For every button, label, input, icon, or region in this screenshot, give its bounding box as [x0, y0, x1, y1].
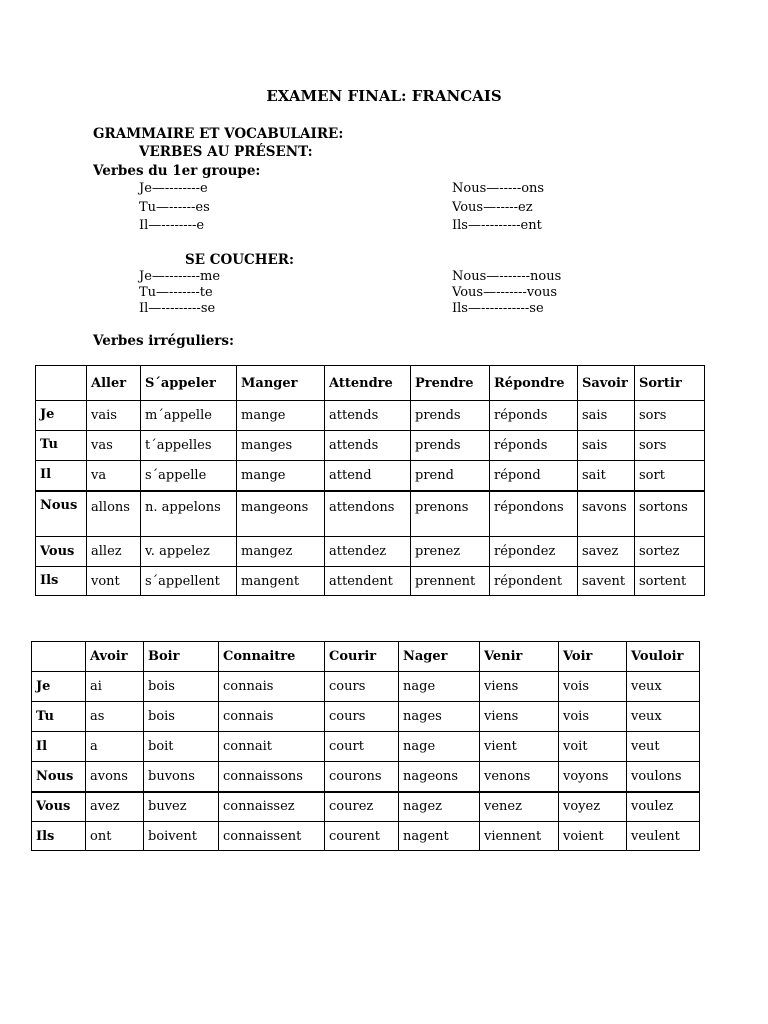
table-cell: attends [325, 431, 411, 461]
table-cell: veux [627, 702, 700, 732]
table-cell: sors [635, 401, 705, 431]
table-header-cell: Connaitre [219, 642, 325, 672]
table-cell: bois [144, 702, 219, 732]
table-cell: voit [559, 732, 627, 762]
group1-rule-nous: Nous—-----ons [452, 181, 545, 196]
table-cell: sortons [635, 491, 705, 537]
table-cell: nagez [399, 792, 480, 822]
table-row [36, 537, 705, 567]
table-cell: ai [86, 672, 144, 702]
table-cell: viens [480, 702, 559, 732]
table-cell: m´appelle [141, 401, 237, 431]
table-cell: mangeons [237, 491, 325, 537]
table-cell: sait [578, 461, 635, 491]
se-coucher-rule-je: Je—--------me [139, 269, 221, 284]
pronoun-cell: Tu [36, 431, 87, 461]
section-heading: GRAMMAIRE ET VOCABULAIRE: [93, 126, 344, 142]
table-cell: prenez [411, 537, 490, 567]
table-header-cell: Vouloir [627, 642, 700, 672]
pronoun-cell: Vous [32, 792, 86, 822]
table-cell: voulez [627, 792, 700, 822]
table-cell: viennent [480, 822, 559, 851]
group1-label: Verbes du 1er groupe: [93, 163, 261, 179]
table-row [32, 732, 700, 762]
table-cell: sortez [635, 537, 705, 567]
table-cell: mangent [237, 567, 325, 596]
table-cell: allons [87, 491, 141, 537]
table-cell: nage [399, 732, 480, 762]
group1-rule-il: Il—--------e [139, 218, 205, 233]
table-header-cell: Sortir [635, 366, 705, 401]
table-cell: ont [86, 822, 144, 851]
table-cell: boivent [144, 822, 219, 851]
table-cell: prend [411, 461, 490, 491]
table-cell: savez [578, 537, 635, 567]
table-row [32, 792, 700, 822]
table-cell: attendez [325, 537, 411, 567]
table-cell: veut [627, 732, 700, 762]
irregular-verbs-label: Verbes irréguliers: [93, 333, 235, 349]
table-cell: as [86, 702, 144, 732]
table-header-cell: Voir [559, 642, 627, 672]
table-row [32, 672, 700, 702]
se-coucher-rule-ils: Ils—-----------se [452, 301, 544, 316]
table-row [32, 762, 700, 792]
table-cell: prends [411, 431, 490, 461]
table-cell: nages [399, 702, 480, 732]
table-cell: boit [144, 732, 219, 762]
pronoun-cell: Je [36, 401, 87, 431]
table-cell: attendons [325, 491, 411, 537]
pronoun-cell: Il [36, 461, 87, 491]
table-cell: v. appelez [141, 537, 237, 567]
table-header-cell [36, 366, 87, 401]
table-cell: courent [325, 822, 399, 851]
table-cell: nageons [399, 762, 480, 792]
pronoun-cell: Ils [32, 822, 86, 851]
table-cell: répondent [490, 567, 578, 596]
table-header-row [32, 642, 700, 672]
table-cell: mange [237, 401, 325, 431]
table-cell: sais [578, 431, 635, 461]
table-cell: vois [559, 672, 627, 702]
table-cell: vois [559, 702, 627, 732]
table-cell: répond [490, 461, 578, 491]
se-coucher-rule-nous: Nous—-------nous [452, 269, 562, 284]
table-cell: connaissez [219, 792, 325, 822]
table-header-cell: Nager [399, 642, 480, 672]
pronoun-cell: Vous [36, 537, 87, 567]
table-cell: attendent [325, 567, 411, 596]
se-coucher-rule-tu: Tu—-------te [139, 285, 213, 300]
table-cell: savons [578, 491, 635, 537]
table-row [36, 491, 705, 537]
table-cell: nage [399, 672, 480, 702]
table-header-cell: Manger [237, 366, 325, 401]
table-cell: court [325, 732, 399, 762]
table-cell: mange [237, 461, 325, 491]
table-cell: veulent [627, 822, 700, 851]
table-cell: buvez [144, 792, 219, 822]
table-cell: s´appellent [141, 567, 237, 596]
group1-rule-je: Je—--------e [139, 181, 208, 196]
page-title: EXAMEN FINAL: FRANCAIS [266, 87, 502, 105]
table-header-cell: Boir [144, 642, 219, 672]
pronoun-cell: Tu [32, 702, 86, 732]
table-cell: vais [87, 401, 141, 431]
table-cell: veux [627, 672, 700, 702]
table-header-cell: Répondre [490, 366, 578, 401]
table-cell: avons [86, 762, 144, 792]
table-cell: réponds [490, 431, 578, 461]
table-cell: sortent [635, 567, 705, 596]
group1-rule-vous: Vous—-----ez [452, 200, 533, 215]
se-coucher-rule-vous: Vous—-------vous [452, 285, 558, 300]
table-cell: venez [480, 792, 559, 822]
table-cell: connaissent [219, 822, 325, 851]
table-cell: n. appelons [141, 491, 237, 537]
group1-rule-tu: Tu—------es [139, 200, 210, 215]
table-cell: sors [635, 431, 705, 461]
table-header-cell [32, 642, 86, 672]
table-row [32, 702, 700, 732]
table-cell: réponds [490, 401, 578, 431]
table-row [36, 567, 705, 596]
table-cell: cours [325, 672, 399, 702]
table-header-cell: Attendre [325, 366, 411, 401]
table-cell: voyons [559, 762, 627, 792]
table-cell: sort [635, 461, 705, 491]
table-header-cell: Avoir [86, 642, 144, 672]
table-cell: s´appelle [141, 461, 237, 491]
table-cell: répondons [490, 491, 578, 537]
se-coucher-label: SE COUCHER: [185, 252, 295, 268]
table-cell: connait [219, 732, 325, 762]
table-cell: bois [144, 672, 219, 702]
table-row [36, 401, 705, 431]
table-cell: courez [325, 792, 399, 822]
pronoun-cell: Il [32, 732, 86, 762]
table-cell: manges [237, 431, 325, 461]
table-cell: t´appelles [141, 431, 237, 461]
table-header-row [36, 366, 705, 401]
table-header-cell: Venir [480, 642, 559, 672]
table-header-cell: Courir [325, 642, 399, 672]
table-cell: prends [411, 401, 490, 431]
table-cell: buvons [144, 762, 219, 792]
table-cell: cours [325, 702, 399, 732]
table-cell: mangez [237, 537, 325, 567]
table-header-cell: Prendre [411, 366, 490, 401]
table-cell: vont [87, 567, 141, 596]
table-cell: prennent [411, 567, 490, 596]
table-cell: avez [86, 792, 144, 822]
table-cell: va [87, 461, 141, 491]
pronoun-cell: Nous [32, 762, 86, 792]
table-row [36, 431, 705, 461]
table-header-cell: Aller [87, 366, 141, 401]
table-cell: venons [480, 762, 559, 792]
table-header-cell: Savoir [578, 366, 635, 401]
table-cell: voyez [559, 792, 627, 822]
table-cell: connais [219, 702, 325, 732]
irregular-verbs-table-2 [31, 641, 700, 851]
table-cell: prenons [411, 491, 490, 537]
table-cell: voient [559, 822, 627, 851]
table-header-cell: S´appeler [141, 366, 237, 401]
table-cell: vas [87, 431, 141, 461]
table-cell: courons [325, 762, 399, 792]
table-row [32, 822, 700, 851]
table-cell: vient [480, 732, 559, 762]
table-cell: attends [325, 401, 411, 431]
table-cell: répondez [490, 537, 578, 567]
pronoun-cell: Ils [36, 567, 87, 596]
table-cell: sais [578, 401, 635, 431]
irregular-verbs-table-1 [35, 365, 705, 596]
table-row [36, 461, 705, 491]
table-cell: allez [87, 537, 141, 567]
table-cell: nagent [399, 822, 480, 851]
table-cell: a [86, 732, 144, 762]
table-cell: attend [325, 461, 411, 491]
subsection-heading: VERBES AU PRÉSENT: [139, 144, 313, 160]
pronoun-cell: Nous [36, 491, 87, 537]
table-cell: connaissons [219, 762, 325, 792]
table-cell: connais [219, 672, 325, 702]
pronoun-cell: Je [32, 672, 86, 702]
table-cell: voulons [627, 762, 700, 792]
se-coucher-rule-il: Il—---------se [139, 301, 216, 316]
table-cell: viens [480, 672, 559, 702]
table-cell: savent [578, 567, 635, 596]
group1-rule-ils: Ils—---------ent [452, 218, 542, 233]
